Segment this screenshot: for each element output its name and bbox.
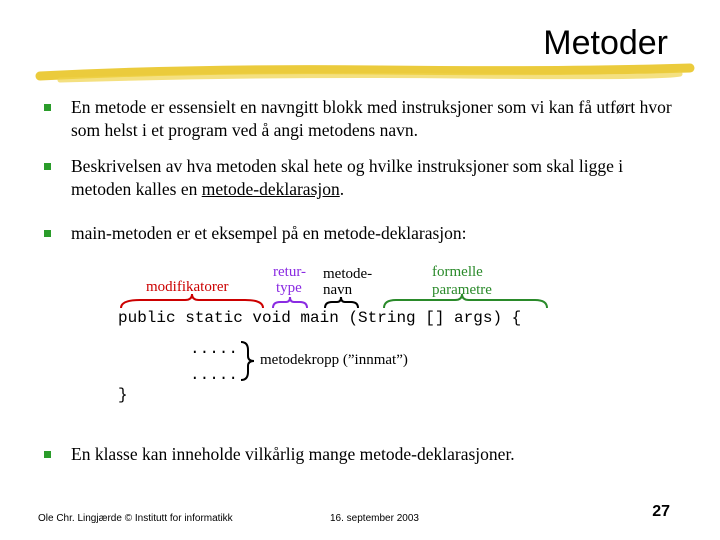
params-brace (384, 294, 547, 308)
footer-author: Ole Chr. Lingjærde © Institutt for informatikk (38, 513, 233, 524)
label-return-type-1: retur- (273, 264, 307, 280)
label-params-1: formelle (432, 264, 483, 280)
bullet-item-4 (44, 443, 684, 466)
bullet-text: En klasse kan inneholde vilkårlig mange metode-deklarasjoner. (71, 444, 515, 464)
label-method-body: metodekropp (”innmat”) (260, 352, 408, 368)
page-number: 27 (652, 503, 670, 520)
bullet-text: En metode er essensielt en navngitt blokk med instruksjoner som vi kan få utført hvor som helst i et program ved å angi metodens navn. (71, 97, 672, 140)
method-name-brace (325, 297, 358, 308)
code-closing-brace: } (118, 386, 128, 404)
bullet-text: main-metoden er et eksempel på en metode-deklarasjon: (71, 223, 467, 243)
bullet-text: Beskrivelsen av hva metoden skal hete og hvilke instruksjoner som skal ligge i metoden kalles en metode-deklarasjon. (71, 156, 624, 199)
code-body-line-1: ..... (190, 340, 239, 358)
label-method-name-2: navn (323, 282, 353, 298)
label-method-name-1: metode- (323, 266, 373, 282)
label-return-type-2: type (276, 280, 302, 296)
label-params-2: parametre (432, 282, 492, 298)
slide-title: Metoder (543, 24, 668, 62)
label-modifiers: modifikatorer (146, 279, 229, 295)
code-body-line-2: ..... (190, 366, 239, 384)
definition-term: metode-deklarasjon (201, 179, 340, 199)
return-type-brace (273, 297, 307, 308)
modifier-brace (121, 294, 263, 308)
code-signature: public static void main (String [] args) { (118, 309, 522, 327)
bullet-marker (44, 451, 51, 458)
footer-date: 16. september 2003 (330, 513, 419, 524)
body-brace (241, 342, 254, 380)
